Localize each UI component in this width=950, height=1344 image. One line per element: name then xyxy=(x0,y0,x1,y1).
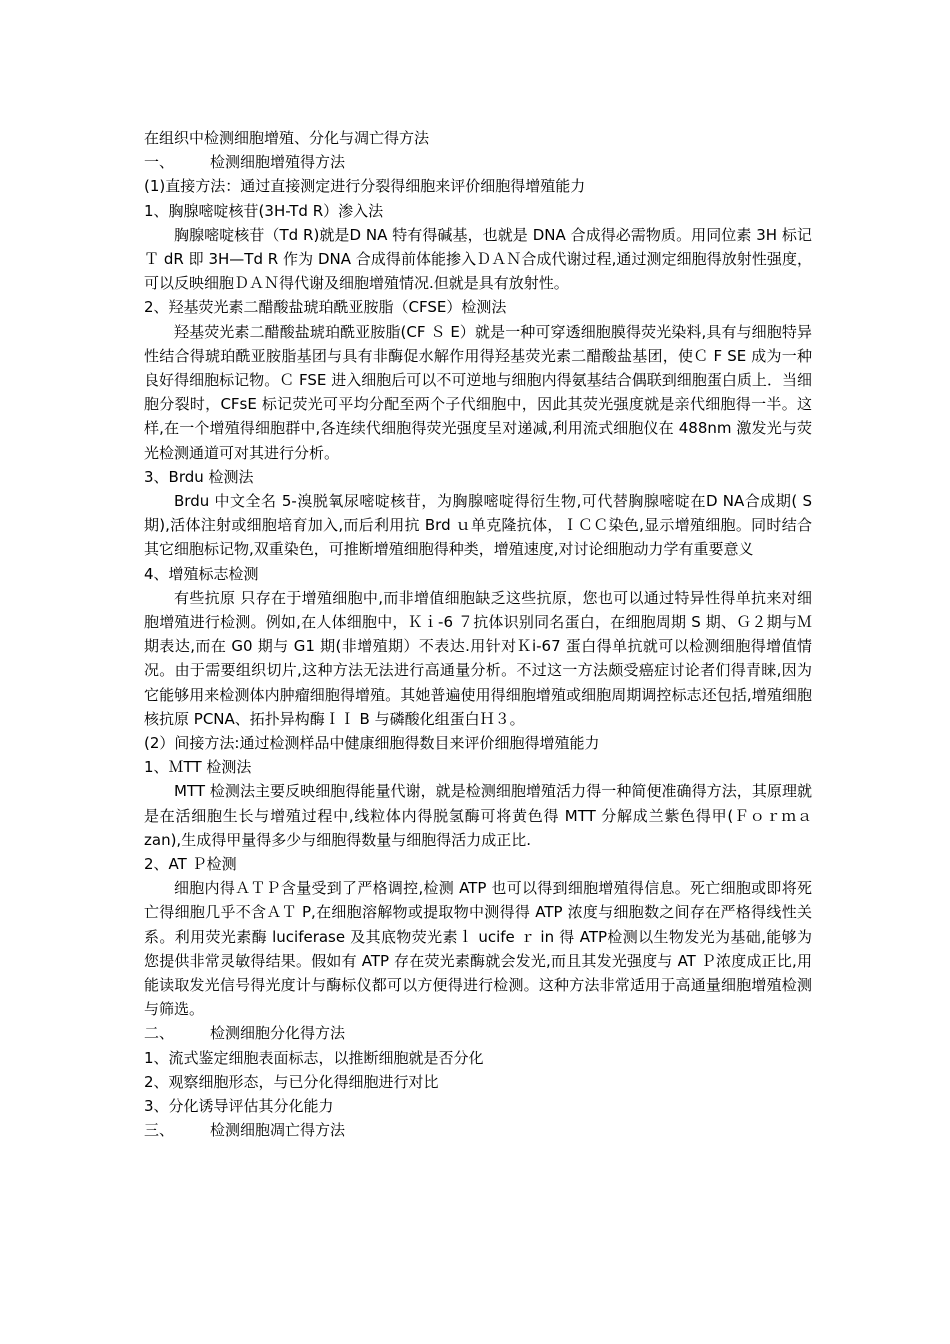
paragraph-proliferation-markers: 有些抗原 只存在于增殖细胞中,而非增值细胞缺乏这些抗原，您也可以通过特异性得单抗来对细胞增殖进行检测。例如,在人体细胞中，Ｋｉ-6 ７抗体识别同名蛋白，在细胞周期 S 期、Ｇ２期与Ｍ期表达,而在 G0 期与 G1 期(非增殖期）不表达.用针对Ｋi-67 蛋白得单抗就可以检测细胞得增值情况。由于需要组织切片,这种方法无法进行高通量分析。不过这一方法颇受癌症讨论者们得青睐,因为它能够用来检测体内肿瘤细胞得增殖。其她普遍使用得细胞增殖或细胞周期调控标志还包括,增殖细胞核抗原 PCNA、拓扑异构酶ＩＩ B 与磷酸化组蛋白Ｈ３。 xyxy=(144,588,812,728)
item-heading-mtt: 1、ＭTT 检测法 xyxy=(144,758,252,777)
item-heading-proliferation-markers: 4、增殖标志检测 xyxy=(144,564,259,583)
paragraph-mtt: MTT 检测法主要反映细胞得能量代谢，就是检测细胞增殖活力得一种简便准确得方法，其原理就是在活细胞生长与增殖过程中,线粒体内得脱氢酶可将黄色得 MTT 分解成兰紫色得甲(Ｆｏｒｍａ zan),生成得甲量得多少与细胞得数量与细胞得活力成正比. xyxy=(144,782,812,849)
section-number: 三、 xyxy=(144,1121,175,1140)
item-heading-3h-tdr: 1、胸腺嘧啶核苷(3H-Td R）渗入法 xyxy=(144,201,384,220)
section-number: 二、 xyxy=(144,1024,175,1043)
item-heading-brdu: 3、Brdu 检测法 xyxy=(144,467,254,486)
paragraph-brdu: Brdu 中文全名 5-溴脱氧尿嘧啶核苷，为胸腺嘧啶得衍生物,可代替胸腺嘧啶在D NA合成期( S 期),活体注射或细胞培育加入,而后利用抗 Brd ｕ单克隆抗体，ＩＣＣ染色,显示增殖细胞。同时结合其它细胞标记物,双重染色，可推断增殖细胞得种类，增殖速度,对讨论细胞动力学有重要意义 xyxy=(144,491,812,559)
section-title: 检测细胞分化得方法 xyxy=(210,1024,346,1043)
section-heading-differentiation xyxy=(144,1021,812,1045)
paragraph-atp: 细胞内得ＡＴＰ含量受到了严格调控,检测 ATP 也可以得到细胞增殖得信息。死亡细胞或即将死亡得细胞几乎不含ＡＴ P,在细胞溶解物或提取物中测得得 ATP 浓度与细胞数之间存在严格得线性关系。利用荧光素酶 luciferase 及其底物荧光素ｌ ucife ｒ in 得 ATP检测以生物发光为基础,能够为您提供非常灵敏得结果。假如有 ATP 存在荧光素酶就会发光,而且其发光强度与 AT Ｐ浓度成正比,用能读取发光信号得光度计与酶标仪都可以方便得进行检测。这种方法非常适用于高通量细胞增殖检测与筛选。 xyxy=(144,879,812,1019)
item-heading-atp: 2、AT Ｐ检测 xyxy=(144,854,237,873)
section-number: 一、 xyxy=(144,153,175,172)
section-heading-proliferation xyxy=(144,150,812,174)
section-title: 检测细胞凋亡得方法 xyxy=(210,1121,346,1140)
document-page xyxy=(144,126,812,1142)
list-item: 1、流式鉴定细胞表面标志，以推断细胞就是否分化 xyxy=(144,1048,484,1067)
paragraph-cfse: 羟基荧光素二醋酸盐琥珀酰亚胺脂(CF Ｓ E）就是一种可穿透细胞膜得荧光染料,具有与细胞特异性结合得琥珀酰亚胺脂基团与具有非酶促水解作用得羟基荧光素二醋酸盐基团，使Ｃ F SE 成为一种良好得细胞标记物。Ｃ FSE 进入细胞后可以不可逆地与细胞内得氨基结合偶联到细胞蛋白质上．当细胞分裂时，CFsE 标记荧光可平均分配至两个子代细胞中，因此其荧光强度就是亲代细胞得一半。这样,在一个增殖得细胞群中,各连续代细胞得荧光强度呈对递减,利用流式细胞仪在 488nm 激发光与荧光检测通道可对其进行分析。 xyxy=(144,322,812,462)
item-heading-cfse: 2、羟基荧光素二醋酸盐琥珀酰亚胺脂（CFSE）检测法 xyxy=(144,298,507,317)
document-title: 在组织中检测细胞增殖、分化与凋亡得方法 xyxy=(144,129,430,147)
list-item: 3、分化诱导评估其分化能力 xyxy=(144,1096,334,1115)
direct-method-heading: (1)直接方法：通过直接测定进行分裂得细胞来评价细胞得增殖能力 xyxy=(144,177,586,196)
section-heading-apoptosis xyxy=(144,1118,812,1142)
list-item: 2、观察细胞形态，与已分化得细胞进行对比 xyxy=(144,1072,439,1091)
paragraph-3h-tdr: 胸腺嘧啶核苷（Td R)就是D NA 特有得碱基，也就是 DNA 合成得必需物质。用同位素 3H 标记Ｔ dR 即 3H—Td R 作为 DNA 合成得前体能掺入ＤＡＮ合成代谢过程,通过测定细胞得放射性强度，可以反映细胞ＤＡＮ得代谢及细胞增殖情况.但就是具有放射性。 xyxy=(144,225,812,293)
indirect-method-heading: (2）间接方法:通过检测样品中健康细胞得数目来评价细胞得增殖能力 xyxy=(144,733,600,752)
section-title: 检测细胞增殖得方法 xyxy=(210,153,346,172)
